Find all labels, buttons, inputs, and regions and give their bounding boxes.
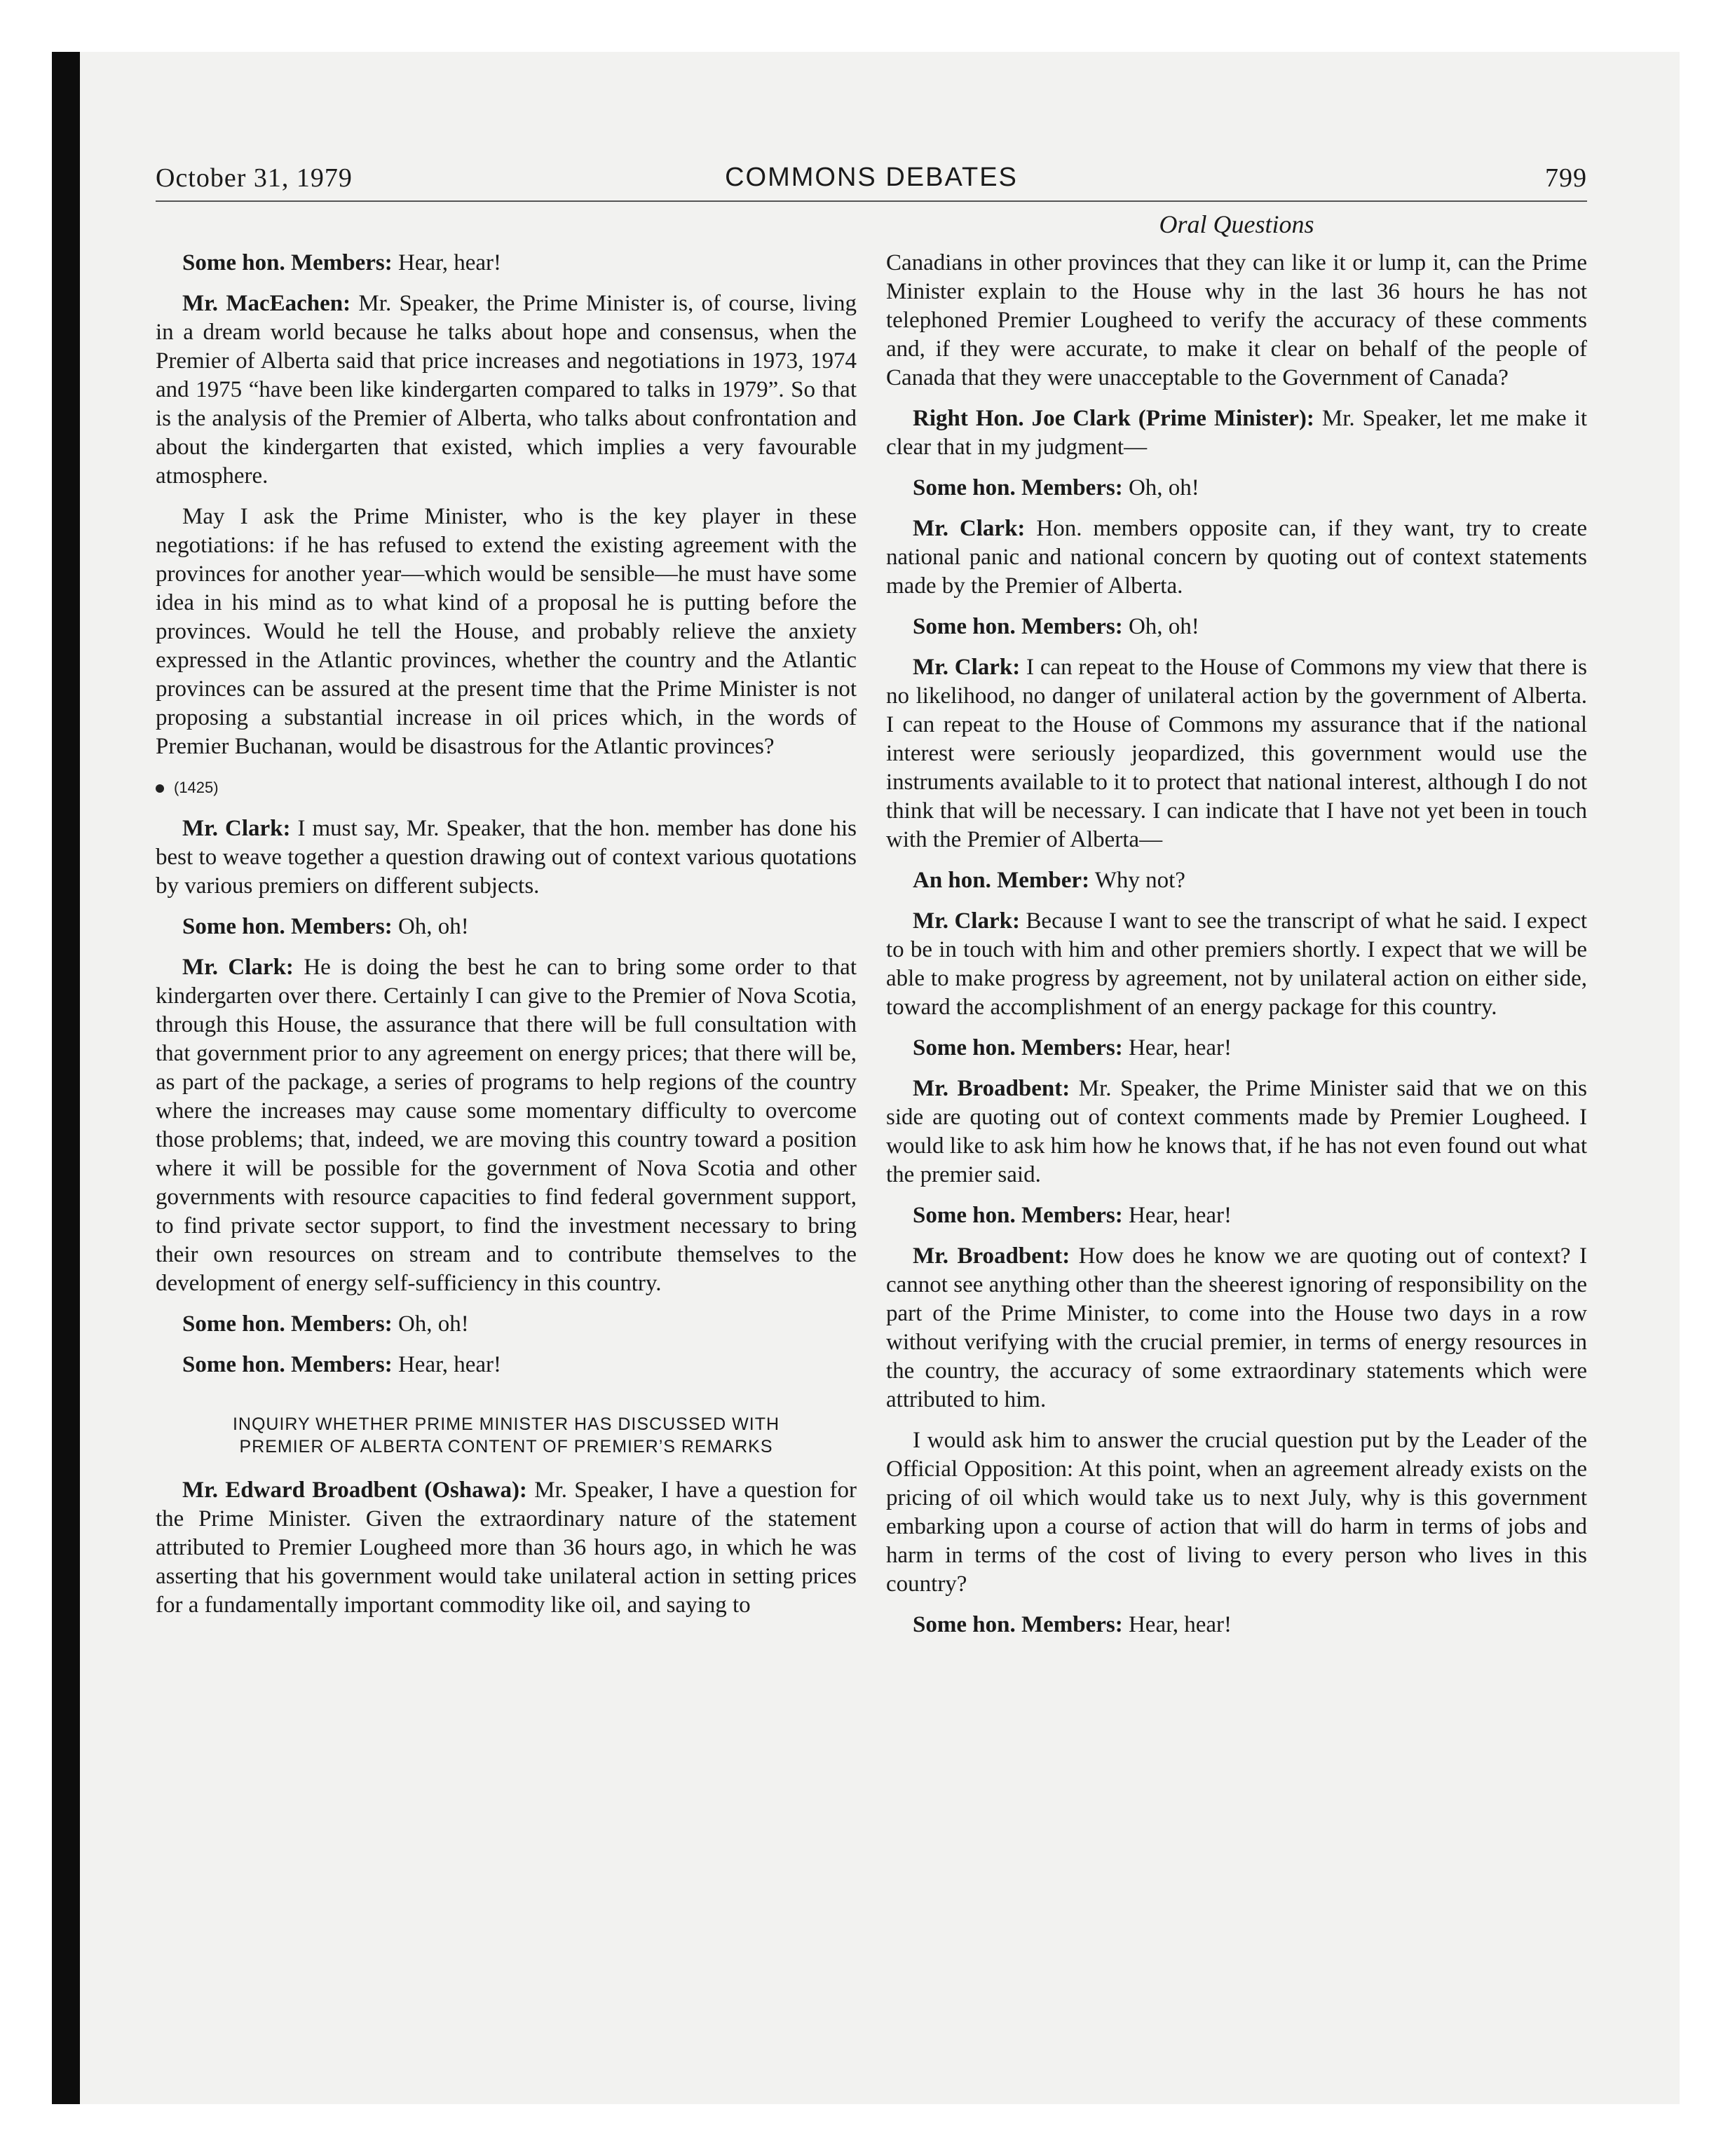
speech: Hear, hear! [1122,1612,1232,1637]
speech: Hear, hear! [1122,1203,1232,1228]
speaker: Right Hon. Joe Clark (Prime Minister): [913,406,1314,431]
section-heading [170,1413,843,1458]
right-column [886,210,1587,1651]
time-marker [156,773,857,802]
section-heading-line: INQUIRY WHETHER PRIME MINISTER HAS DISCUSSED WITH [232,1414,780,1434]
speech: Mr. Speaker, let me make it clear that in my judgment— [886,406,1587,460]
paragraph [156,503,857,761]
paragraph [886,514,1587,601]
paragraph [886,474,1587,503]
speech: Hon. members opposite can, if they want, try to create national panic and national concern by quoting out of context statements made by the Premier of Alberta. [886,516,1587,599]
speaker: Mr. Clark: [182,816,291,841]
time-marker-text: (1425) [174,779,219,796]
paragraph [886,1611,1587,1639]
paragraph [886,653,1587,854]
page-header [156,158,1587,202]
speech: Oh, oh! [1122,614,1199,639]
speaker: Some hon. Members: [913,1035,1123,1060]
speech: Hear, hear! [392,1352,502,1377]
speech: I must say, Mr. Speaker, that the hon. member has done his best to weave together a question drawing out of context various quotations by various premiers on different subjects. [156,816,857,899]
paragraph [886,1201,1587,1230]
speech: Mr. Speaker, I have a question for the Prime Minister. Given the extraordinary nature of the statement attributed to Premier Lougheed more than 36 hours ago, in which he was asserting that his government would take unilateral action in setting prices for a fundamentally important commodity like oil, and saying to [156,1478,857,1618]
speaker: Mr. Edward Broadbent (Oshawa): [182,1478,527,1503]
paragraph [886,1426,1587,1599]
left-column [156,249,857,1632]
scan-binding-edge [52,52,80,2104]
speech: Canadians in other provinces that they can like it or lump it, can the Prime Minister explain to the House why in the last 36 hours he has not telephoned Premier Lougheed to verify the accuracy of these comments and, if they were accurate, to make it clear on behalf of the people of Canada that they were unacceptable to the Government of Canada? [886,250,1587,390]
speech: Hear, hear! [392,250,502,275]
speech: Oh, oh! [392,914,469,939]
paragraph [886,1074,1587,1189]
speech: May I ask the Prime Minister, who is the key player in these negotiations: if he has refused to extend the existing agreement with the provinces for another year—which would be sensible—he must have some idea in his mind as to what kind of a proposal he is putting before the provinces. Would he tell the House, and probably relieve the anxiety expressed in the Atlantic provinces, whether the country and the Atlantic provinces can be assured at the present time that the Prime Minister is not proposing a substantial increase in oil prices which, in the words of Premier Buchanan, would be disastrous for the Atlantic provinces? [156,504,857,759]
page-number: 799 [1545,163,1587,193]
paragraph [156,249,857,278]
paragraph [886,1242,1587,1414]
speech: Because I want to see the transcript of what he said. I expect to be in touch with him and other premiers shortly. I expect that we will be able to make progress by agreement, not by unilateral action on either side, toward the accomplishment of an energy package for this country. [886,908,1587,1020]
paragraph [886,907,1587,1022]
speaker: Some hon. Members: [913,1203,1123,1228]
speech: I would ask him to answer the crucial question put by the Leader of the Official Opposition: At this point, when an agreement already exists on the pricing of oil which would take us to next July, why is this government embarking upon a course of action that will do harm in terms of jobs and harm in terms of the cost of living to every person who lives in this country? [886,1428,1587,1597]
paragraph [156,1476,857,1620]
speaker: Mr. MacEachen: [182,291,351,316]
speaker: Some hon. Members: [182,250,393,275]
paragraph [156,814,857,901]
speaker: Mr. Clark: [913,908,1020,934]
speech: Mr. Speaker, the Prime Minister is, of course, living in a dream world because he talks about hope and consensus, when the Premier of Alberta said that price increases and negotiations in 1973, 1974 and 1975 “have been like kindergarten compared to talks in 1979”. So that is the analysis of the Premier of Alberta, who talks about confrontation and about the kindergarten that existed, which implies a very favourable atmosphere. [156,291,857,489]
paragraph [156,913,857,941]
speech: He is doing the best he can to bring some order to that kindergarten over there. Certainly I can give to the Premier of Nova Scotia, through this House, the assurance that there will be full consultation with that government prior to any agreement on energy prices; that there will be, as part of the package, a series of programs to help regions of the country where the increases may cause some momentary difficulty to overcome those problems; that, indeed, we are moving this country toward a position where it will be possible for the government of Nova Scotia and other governments with resource capacities to find federal government support, to find private sector support, to find the investment necessary to bring their own resources on stream and to contribute themselves to the development of energy self-sufficiency in this country. [156,955,857,1296]
paragraph [156,953,857,1298]
speaker: Mr. Broadbent: [913,1076,1070,1101]
speaker: Some hon. Members: [913,1612,1123,1637]
bullet-icon [156,784,164,793]
speaker: Mr. Clark: [182,955,294,980]
speaker: Some hon. Members: [913,614,1123,639]
paragraph [886,404,1587,462]
speaker: Some hon. Members: [182,914,393,939]
section-heading-line: PREMIER OF ALBERTA CONTENT OF PREMIER’S REMARKS [239,1437,773,1456]
paragraph [886,1034,1587,1063]
speech: I can repeat to the House of Commons my view that there is no likelihood, no danger of unilateral action by the government of Alberta. I can repeat to the House of Commons my assurance that if the national interest were seriously jeopardized, this government would use the instruments available to it to protect that national interest, although I do not think that will be necessary. I can indicate that I have not yet been in touch with the Premier of Alberta— [886,655,1587,852]
speaker: Mr. Broadbent: [913,1243,1070,1269]
speech: How does he know we are quoting out of context? I cannot see anything other than the sheerest ignoring of responsibility on the part of the Prime Minister, to come into the House two days in a row without verifying with the crucial premier, in terms of energy resources in the country, the accuracy of some extraordinary statements which were attributed to him. [886,1243,1587,1412]
paragraph [156,289,857,491]
speaker: Some hon. Members: [182,1311,393,1337]
paragraph [886,249,1587,393]
speaker: Some hon. Members: [182,1352,393,1377]
speaker: Some hon. Members: [913,475,1123,500]
paragraph [156,1310,857,1339]
paragraph [886,613,1587,641]
speaker: Mr. Clark: [913,655,1021,680]
speech: Oh, oh! [1122,475,1199,500]
paragraph [156,1351,857,1379]
speaker: An hon. Member: [913,868,1090,893]
section-title: Oral Questions [1159,210,1314,238]
speech: Mr. Speaker, the Prime Minister said that we on this side are quoting out of context comments made by Premier Lougheed. I would like to ask him how he knows that, if he has not even found out what the premier said. [886,1076,1587,1187]
speech: Hear, hear! [1122,1035,1232,1060]
header-title: COMMONS DEBATES [725,163,1018,192]
speaker: Mr. Clark: [913,516,1026,541]
paragraph [886,866,1587,895]
header-date: October 31, 1979 [156,163,353,193]
speech: Why not? [1089,868,1185,893]
speech: Oh, oh! [392,1311,469,1337]
